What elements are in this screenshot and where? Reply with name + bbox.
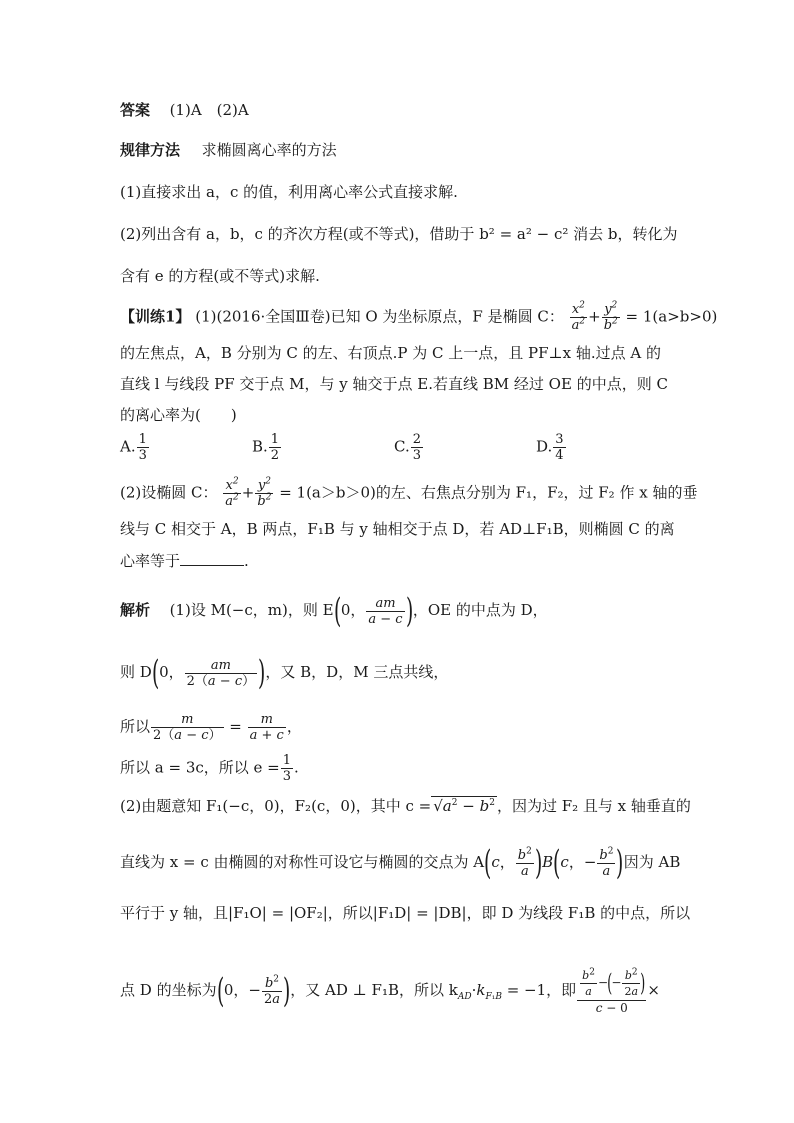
solution-line-8: 点 D 的坐标为(0，− $\frac{b^2}{2a}$ )，又 AD ⊥ F₁B，所以 $k_{AD}\cdot k_{F_1B} = -1$，即 $\frac{b^2}{a}$ −(− $\frac{b^2}{2a}$ ) c − 0 × xyxy=(120,966,660,1015)
option-a: A. $\frac{1}{3}$ xyxy=(120,432,147,463)
solution-line-7: 平行于 y 轴，且|F₁O| = |OF₂|，所以|F₁D| = |DB|，即 D 为线段 F₁B 的中点，所以 xyxy=(120,904,691,922)
method-heading xyxy=(120,140,337,160)
exercise-line-3: 直线 l 与线段 PF 交于点 M，与 y 轴交于点 E.若直线 BM 经过 OE 的中点，则 C xyxy=(120,375,668,393)
answer-blank xyxy=(180,551,244,566)
method-item-1: (1)直接求出 a，c 的值，利用离心率公式直接求解. xyxy=(120,183,458,201)
solution-label: 解析 xyxy=(120,601,151,619)
fraction-y2-b2: $\frac{y^2}{b^2}$ xyxy=(257,476,272,509)
method-item-2a: (2)列出含有 a，b，c 的齐次方程(或不等式)，借助于 b² = a² − c² 消去 b，转化为 xyxy=(120,225,678,243)
solution-line-5: (2)由题意知 F₁(−c，0)，F₂(c，0)，其中 $c = √a^2 - b^2$ ，因为过 F₂ 且与 x 轴垂直的 xyxy=(120,797,691,815)
exercise-line-4: 的离心率为( ) xyxy=(120,406,237,424)
answer-line xyxy=(120,100,249,120)
solution-line-4: 所以 a = 3c，所以 e = $\frac{1}{3}$ . xyxy=(120,753,299,784)
exercise-line-2: 的左焦点，A，B 分别为 C 的左、右顶点.P 为 C 上一点，且 PF⊥x 轴.过点 A 的 xyxy=(120,344,662,362)
solution-line-3: 所以 $\frac{m}{2(a - c)}$ = $\frac{m}{a + c}$ ， xyxy=(120,712,302,743)
exercise-p1-cond: = 1(a>b>0) xyxy=(625,307,718,326)
solution-line-1: 解析 (1)设 M(−c，m)，则 E(0， $\frac{am}{a - c}$ )，OE 的中点为 D， xyxy=(120,591,548,631)
method-title: 求椭圆离心率的方法 xyxy=(201,141,337,159)
exercise-part2-line-3: 心率等于 . xyxy=(120,552,249,570)
fraction-x2-a2: $\frac{x^2}{a^2}$ xyxy=(571,300,586,333)
exercise-part2-line-2: 线与 C 相交于 A，B 两点，F₁B 与 y 轴相交于点 D，若 AD⊥F₁B，则椭圆 C 的离 xyxy=(120,520,675,538)
exercise-p1-head: (1)(2016·全国Ⅲ卷)已知 O 为坐标原点，F 是椭圆 C： xyxy=(195,307,564,326)
fraction-y2-b2: $\frac{y^2}{b^2}$ xyxy=(603,300,618,333)
method-item-2b: 含有 e 的方程(或不等式)求解. xyxy=(120,267,320,285)
solution-line-2: 则 D(0， $\frac{am}{2(a - c)}$ )，又 B，D，M 三点共线， xyxy=(120,653,449,693)
fraction-x2-a2: $\frac{x^2}{a^2}$ xyxy=(225,476,239,509)
exercise-label: 【训练1】 xyxy=(120,307,191,326)
solution-line-6: 直线为 x = c 由椭圆的对称性可设它与椭圆的交点为 A(c， $\frac{b^2}{a}$ )B(c，− $\frac{b^2}{a}$ )因为 AB xyxy=(120,843,681,883)
sqrt-expression: $√a^2 - b^2$ xyxy=(433,797,495,815)
answer-value: (1)A (2)A xyxy=(169,101,249,119)
method-label: 规律方法 xyxy=(120,141,181,159)
answer-label: 答案 xyxy=(120,101,151,119)
option-b: B. $\frac{1}{2}$ xyxy=(252,432,280,463)
option-d: D. $\frac{3}{4}$ xyxy=(536,432,564,463)
exercise-part2-line-1: (2)设椭圆 C： $\frac{x^2}{a^2}$ + $\frac{y^2}{b^2}$ = 1(a＞b＞0)的左、右焦点分别为 F₁，F₂，过 F₂ 作 x 轴的垂 xyxy=(120,476,698,509)
exercise-line-1: 【训练1】 (1)(2016·全国Ⅲ卷)已知 O 为坐标原点，F 是椭圆 C： $\frac{x^2}{a^2}$ + $\frac{y^2}{b^2}$ = 1(a>b>0) xyxy=(120,300,718,333)
option-c: C. $\frac{2}{3}$ xyxy=(394,432,421,463)
